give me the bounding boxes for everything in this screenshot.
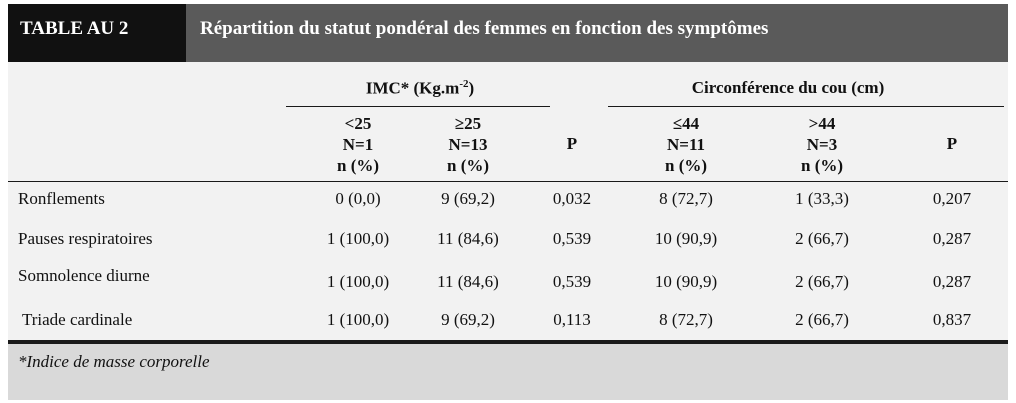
table-cell: 1 (100,0) (326, 229, 390, 248)
table-cell: 0,287 (932, 229, 972, 248)
table-title: Répartition du statut pondéral des femmes en fonction des symptômes (186, 4, 1008, 62)
row-label: Ronflements (18, 189, 105, 208)
table-cell: 2 (66,7) (795, 310, 849, 329)
group-header-imc: IMC* $(Kg.m^{-2})$ (365, 78, 475, 98)
table-cell: 11 (84,6) (437, 229, 499, 248)
row-label: Somnolence diurne (18, 266, 150, 285)
table-cell: 0,287 (932, 272, 972, 291)
table-cell: 0,207 (932, 189, 972, 208)
table-number: TABLE AU 2 (8, 4, 186, 62)
table-cell: 0,113 (553, 310, 591, 329)
header-rule (8, 181, 1008, 182)
data-table (8, 62, 1008, 340)
table-cell: 11 (84,6) (437, 272, 499, 291)
col-header-imc-high: ≥25 N=13 n (%) (446, 114, 490, 175)
table-cell: 10 (90,9) (654, 272, 718, 291)
col-header-neck-low: ≤44 N=11 n (%) (664, 114, 708, 175)
table-cell: 0,837 (932, 310, 972, 329)
group-rule-imc (286, 106, 550, 107)
table-cell: 0,539 (552, 272, 592, 291)
table-cell: 0 (0,0) (335, 189, 381, 208)
table-cell: 0,032 (552, 189, 592, 208)
table-title-bar (8, 4, 1008, 62)
table-cell: 2 (66,7) (795, 229, 849, 248)
table-cell: 8 (72,7) (659, 189, 713, 208)
col-header-neck-high: >44 N=3 n (%) (800, 114, 844, 175)
table-footnote (8, 344, 1008, 400)
table-cell: 10 (90,9) (654, 229, 718, 248)
table-cell: 8 (72,7) (659, 310, 713, 329)
col-header-p-neck: P (946, 134, 958, 153)
table-cell: 1 (100,0) (326, 272, 390, 291)
row-label: Pauses respiratoires (18, 229, 153, 248)
footnote-text: *Indice de masse corporelle (18, 352, 210, 371)
table-cell: 9 (69,2) (441, 189, 495, 208)
table-cell: 2 (66,7) (795, 272, 849, 291)
table-cell: 1 (100,0) (326, 310, 390, 329)
table-cell: 0,539 (552, 229, 592, 248)
table-cell: 1 (33,3) (795, 189, 849, 208)
col-header-p-imc: P (566, 134, 578, 153)
group-header-neck: Circonférence du cou (cm) (691, 78, 885, 97)
row-label: Triade cardinale (18, 310, 133, 329)
table-cell: 9 (69,2) (441, 310, 495, 329)
group-rule-neck (608, 106, 1004, 107)
col-header-imc-low: <25 N=1 n (%) (336, 114, 380, 175)
